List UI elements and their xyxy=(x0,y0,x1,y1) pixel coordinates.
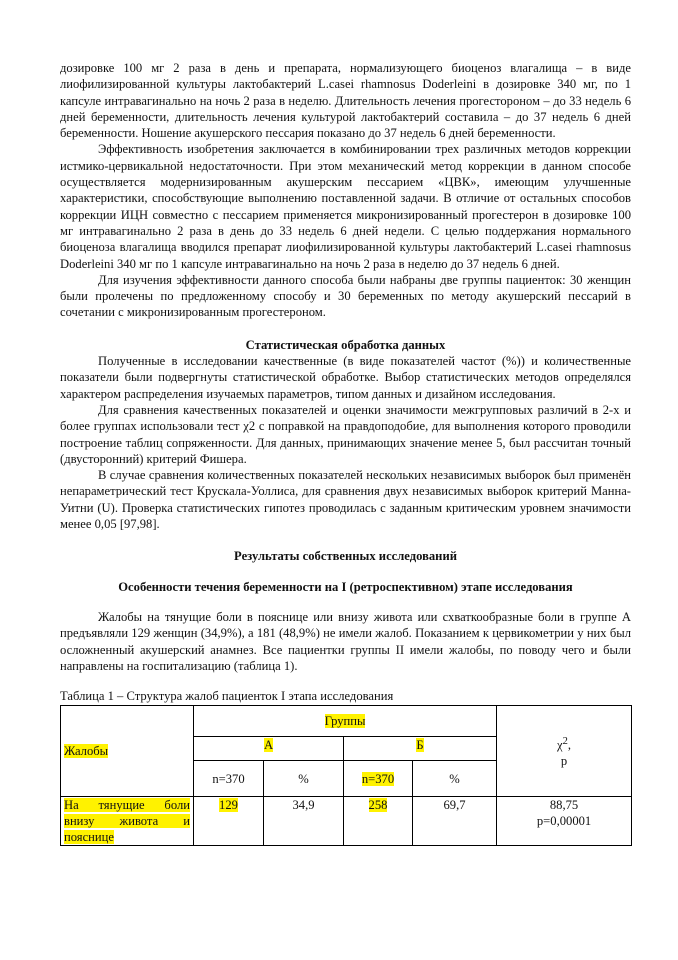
paragraph-stats-3: В случае сравнения количественных показателей нескольких независимых выборок был применён непараметрический тест Крускала-Уоллиса, для сравнения двух независимых выборок критерий Манна-Уитни (U). Проверка статистических гипотез проводилась с заданным критическим уровнем значимости менее 0,05 [97,98]. xyxy=(60,468,631,532)
table-row xyxy=(61,797,632,846)
heading-pregnancy-course: Особенности течения беременности на I (ретроспективном) этапе исследования xyxy=(118,579,573,594)
heading-statistics: Статистическая обработка данных xyxy=(245,337,446,352)
table-caption: Таблица 1 – Структура жалоб пациенток I этапа исследования xyxy=(60,689,394,704)
paragraph-effectiveness: Эффективность изобретения заключается в комбинировании трех различных методов коррекции истмико-цервикальной недостаточности. При этом механический метод коррекции в данном способе осуществляется модернизированным акушерским пессарием «ЦВК», имеющим улучшенные характеристики, способствующие выполнению поставленной задачи. В отличие от остальных способов коррекции ИЦН совместно с пессарием применяется микронизированный прогестерон в дозировке 100 мг интравагинально 2 раза в день до 33 недель 6 дней недели. С целью поддержания нормального биоценоза влагалища вводился препарат лиофилизированной культуры лактобактерий L.casei rhamnosus Doderleini 340 мг по 1 капсуле интравагинально на ночь 2 раза в неделю до 37 недель 6 дней. xyxy=(60,142,631,271)
heading-results: Результаты собственных исследований xyxy=(234,549,457,564)
paragraph-study-groups: Для изучения эффективности данного способа были набраны две группы пациенток: 30 женщин были пролечены по предложенному способу и 30 беременных по методу акушерский пессарий в сочетании с микронизированным прогестероном. xyxy=(60,272,631,320)
cell-chi-p: 88,75 р=0,00001 xyxy=(497,797,632,846)
header-groups: Группы xyxy=(194,706,497,737)
header-n-b: n=370 xyxy=(344,761,413,797)
paragraph-dosage: дозировке 100 мг 2 раза в день и препарата, нормализующего биоценоз влагалища – в виде лиофилизированной культуры лактобактерий L.casei rhamnosus Doderleini в дозировке 340 мг, по 1 капсуле интравагинально на ночь 2 раза в неделю. Длительность лечения прогестороном – до 33 недель 6 дней беременности, длительность лечения культурой лактобактерий составила – до 37 недель 6 дней беременности. Ношение акушерского пессария показано до 37 недель 6 дней беременности. xyxy=(60,61,631,141)
complaints-table xyxy=(60,705,632,846)
paragraph-stats-2: Для сравнения качественных показателей и оценки значимости межгрупповых различий в 2-х и более группах использовали тест χ2 с поправкой на правдоподобие, для выполнения которого проводили построение таблиц сопряженности. Для данных, принимающих значение менее 5, был рассчитан точный (двусторонний) критерий Фишера. xyxy=(60,402,631,466)
paragraph-stats-1: Полученные в исследовании качественные (в виде показателей частот (%)) и количественные показатели были подвергнуты статистической обработке. Выбор статистических методов определялся характером распределения изучаемых параметров, типом данных и дизайном исследования. xyxy=(60,354,631,401)
document-page xyxy=(60,60,631,846)
cell-b-pct: 69,7 xyxy=(413,797,497,846)
paragraph-complaints: Жалобы на тянущие боли в пояснице или внизу живота или схваткообразные боли в группе А предъявляли 129 женщин (34,9%), а 181 (48,9%) не имели жалоб. Показанием к цервикометрии у них был осложненный акушерский анамнез. Все пациентки группы II имели жалобы, по поводу чего и были направлены на госпитализацию (таблица 1). xyxy=(60,609,631,673)
header-pct-a: % xyxy=(264,761,344,797)
header-n-a: n=370 xyxy=(194,761,264,797)
header-group-b: Б xyxy=(344,737,497,761)
header-group-a: А xyxy=(194,737,344,761)
header-chi-p: $\chi^2$, р xyxy=(497,706,632,797)
cell-b-n: 258 xyxy=(344,797,413,846)
header-complaints: Жалобы xyxy=(61,706,194,797)
cell-a-n: 129 xyxy=(194,797,264,846)
cell-a-pct: 34,9 xyxy=(264,797,344,846)
row-label: На тянущие боли внизу живота и пояснице xyxy=(61,797,194,846)
header-pct-b: % xyxy=(413,761,497,797)
